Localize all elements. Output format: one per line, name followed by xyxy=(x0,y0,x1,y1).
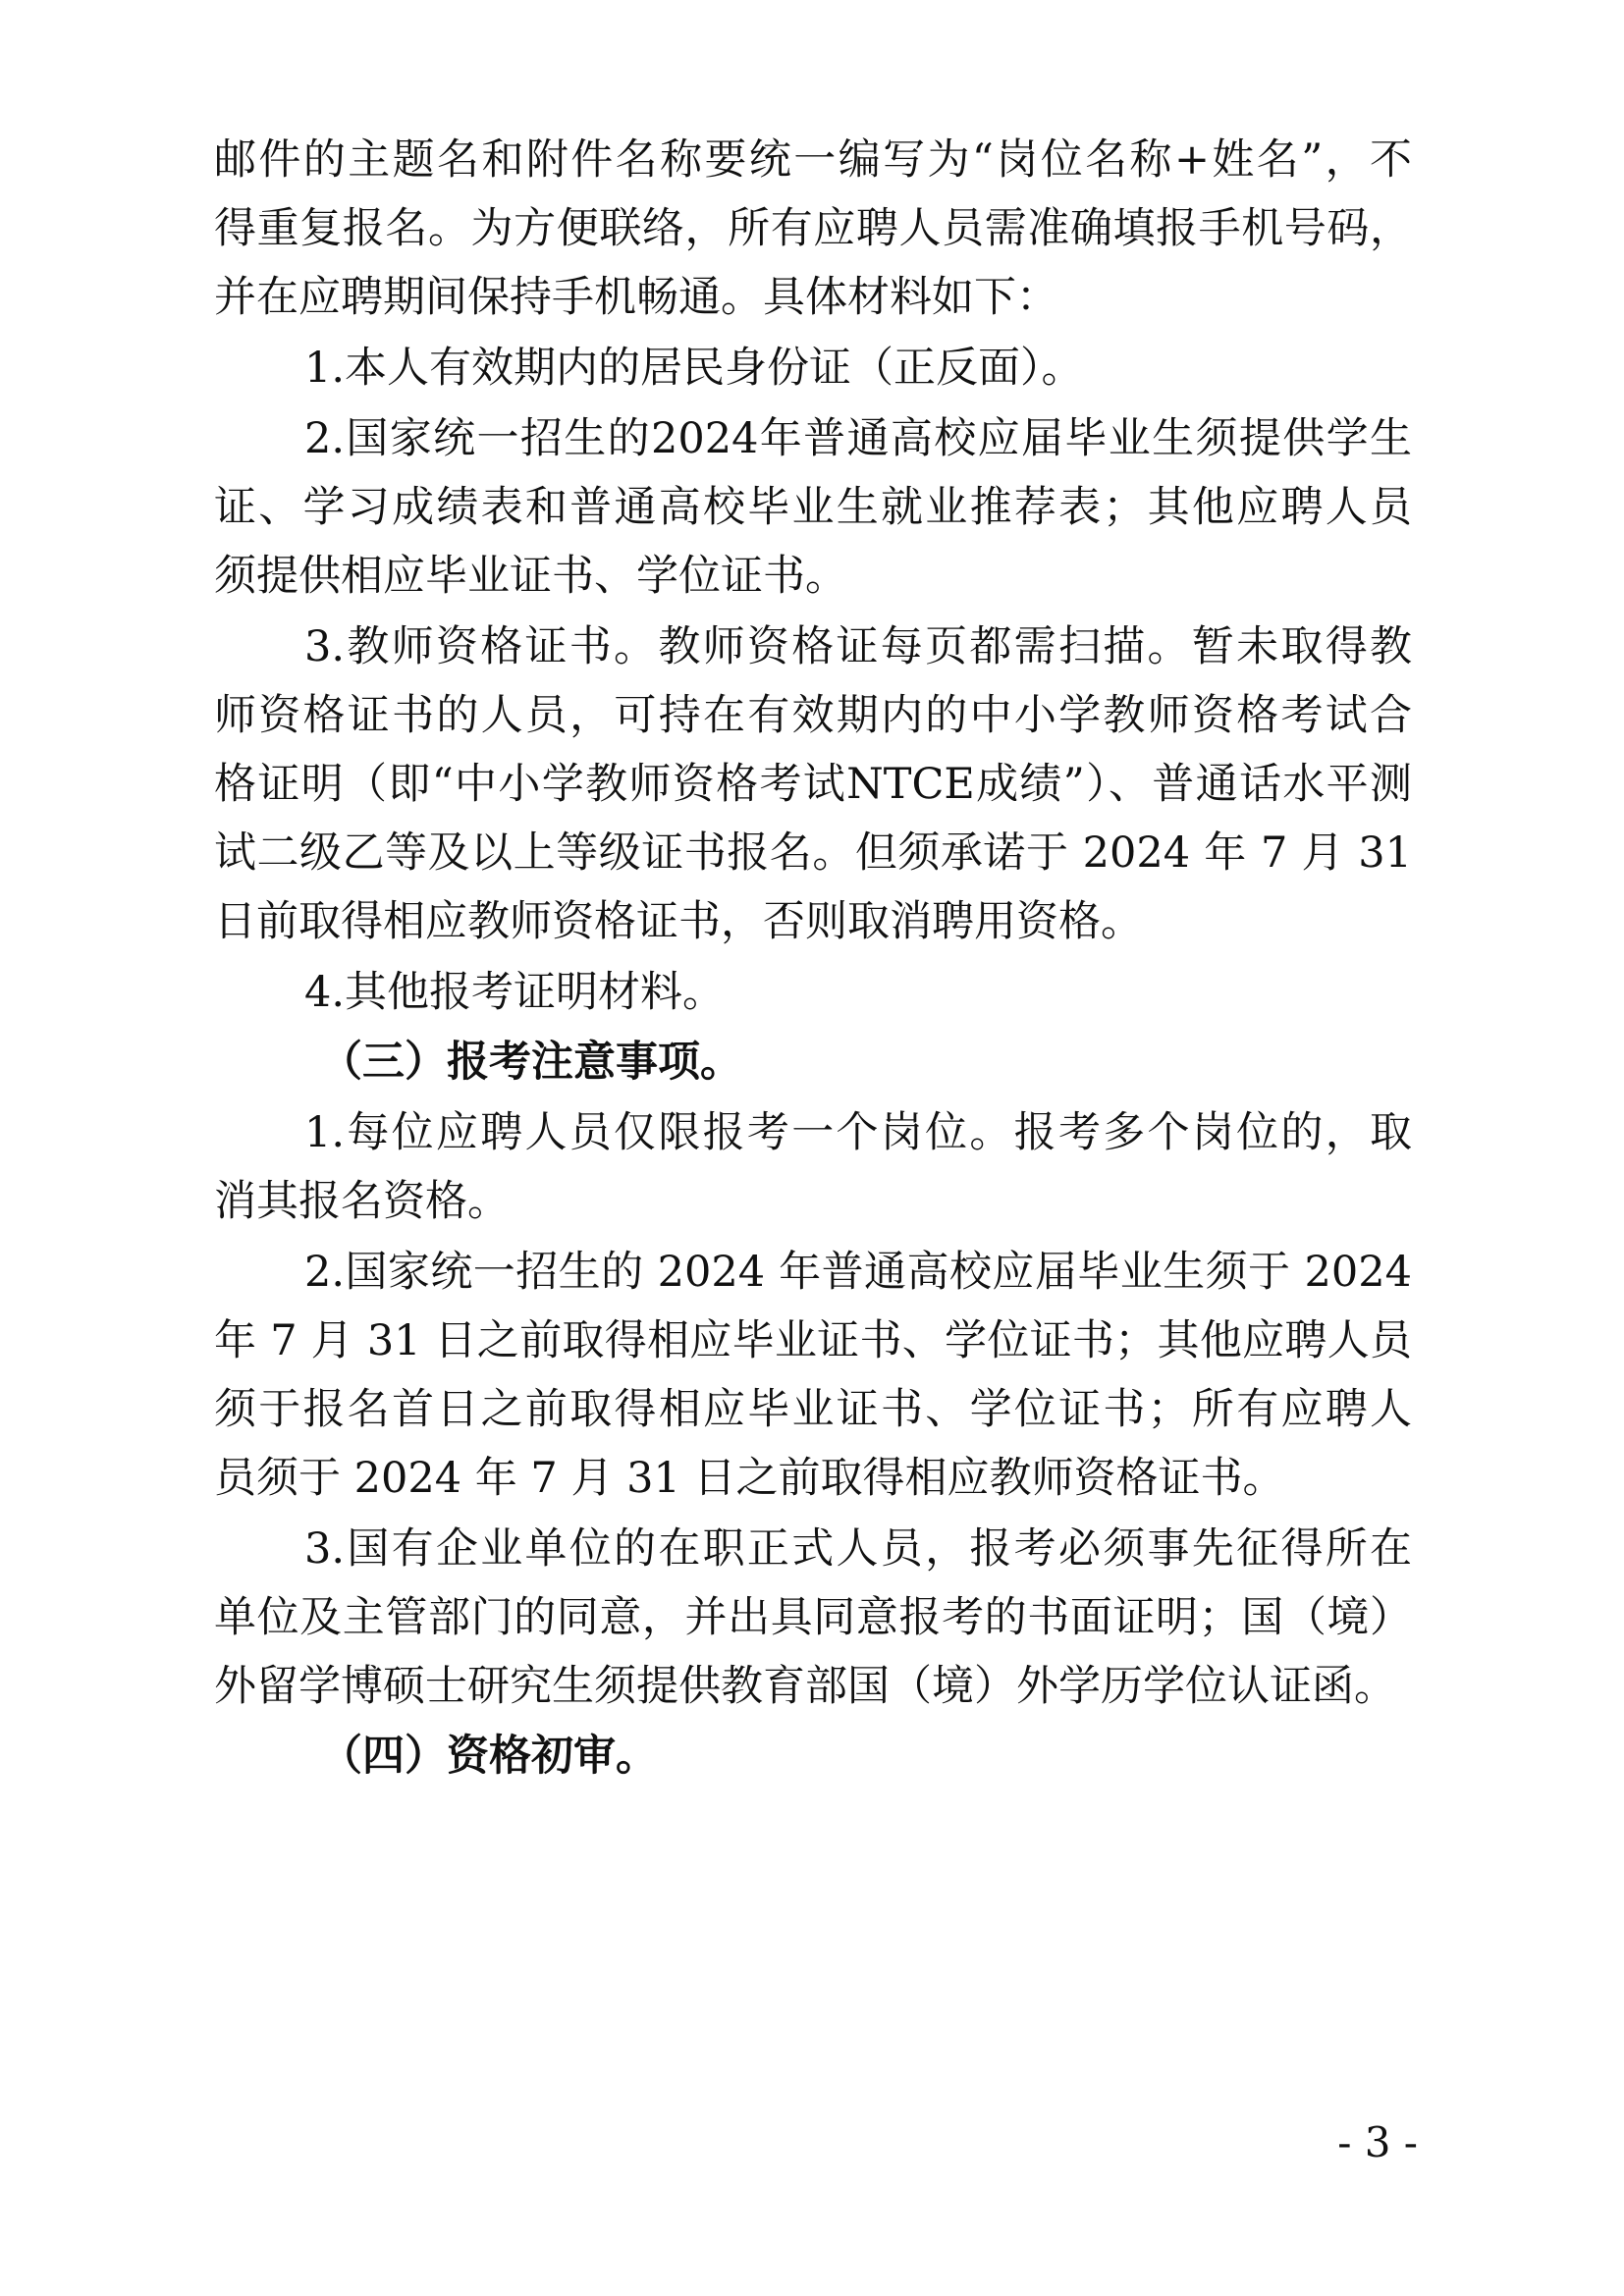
paragraph-line: 须提供相应毕业证书、学位证书。 xyxy=(214,552,847,601)
list-item-line: 2.国家统一招生的 2024 年普通高校应届毕业生须于 2024 xyxy=(304,1248,1412,1297)
paragraph-line: 日前取得相应教师资格证书，否则取消聘用资格。 xyxy=(214,897,1143,946)
paragraph-line: 外留学博硕士研究生须提供教育部国（境）外学历学位认证函。 xyxy=(214,1662,1396,1711)
list-item-line: 1.本人有效期内的居民身份证（正反面）。 xyxy=(304,344,1084,393)
paragraph-line: 年 7 月 31 日之前取得相应毕业证书、学位证书；其他应聘人员 xyxy=(214,1316,1412,1365)
list-item-line: 3.国有企业单位的在职正式人员，报考必须事先征得所在 xyxy=(304,1524,1412,1574)
paragraph-line: 消其报名资格。 xyxy=(214,1177,510,1226)
paragraph-line: 师资格证书的人员，可持在有效期内的中小学教师资格考试合 xyxy=(214,691,1412,740)
list-item-line: 1.每位应聘人员仅限报考一个岗位。报考多个岗位的，取 xyxy=(304,1108,1412,1157)
paragraph-line: 得重复报名。为方便联络，所有应聘人员需准确填报手机号码， xyxy=(214,204,1412,253)
paragraph-line: 员须于 2024 年 7 月 31 日之前取得相应教师资格证书。 xyxy=(214,1454,1285,1503)
paragraph-line: 格证明（即“中小学教师资格考试NTCE成绩”）、普通话水平测 xyxy=(214,760,1412,809)
paragraph-line: 单位及主管部门的同意，并出具同意报考的书面证明；国（境） xyxy=(214,1593,1412,1642)
paragraph-line: 邮件的主题名和附件名称要统一编写为“岗位名称+姓名”，不 xyxy=(214,135,1412,185)
page-number: - 3 - xyxy=(1337,2118,1418,2166)
paragraph-line: 试二级乙等及以上等级证书报名。但须承诺于 2024 年 7 月 31 xyxy=(214,828,1412,878)
list-item-line: 2.国家统一招生的2024年普通高校应届毕业生须提供学生 xyxy=(304,414,1412,463)
paragraph-line: 并在应聘期间保持手机畅通。具体材料如下： xyxy=(214,273,1058,322)
list-item-line: 3.教师资格证书。教师资格证每页都需扫描。暂未取得教 xyxy=(304,622,1412,671)
section-heading: （三）报考注意事项。 xyxy=(320,1038,742,1087)
list-item-line: 4.其他报考证明材料。 xyxy=(304,968,726,1017)
section-heading: （四）资格初审。 xyxy=(320,1732,658,1781)
paragraph-line: 须于报名首日之前取得相应毕业证书、学位证书；所有应聘人 xyxy=(214,1385,1412,1434)
paragraph-line: 证、学习成绩表和普通高校毕业生就业推荐表；其他应聘人员 xyxy=(214,483,1412,532)
